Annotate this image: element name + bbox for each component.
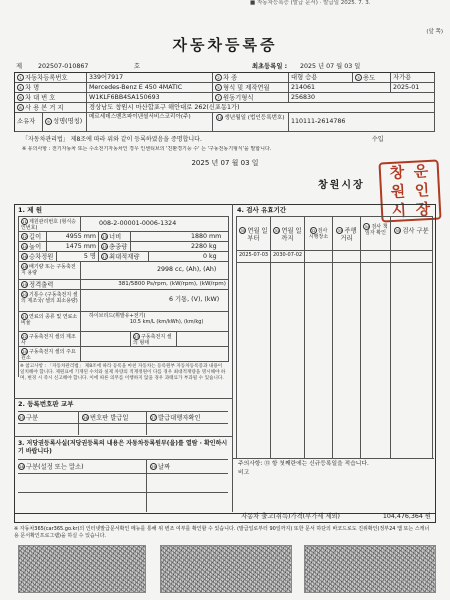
corp-no-value: 110111-2614786 <box>291 118 346 125</box>
inspection-col-distance: 주행 거리 <box>340 227 357 243</box>
battery-main-label: 구동축전지 셀의 주요 원소 <box>21 349 76 361</box>
load-label: 최대적재량 <box>109 253 140 261</box>
length-label: 길이 <box>29 233 42 241</box>
specs-section-title: 1. 제 원 <box>18 206 43 214</box>
first-reg-label: 최초등록일 : <box>252 63 288 70</box>
base-value: 경상남도 창원시 마산합포구 해안대로 262(신포동1가) <box>89 104 240 111</box>
reference-notice: ※ 참고사항 : 「자동차관리법」 제8조에 따라 등록을 마친 자동차는 등록원부 자동차등록증과 내용이 일치해야 합니다. 제원표에 기재된 수치와 실제 차량의 적재정원이 다를 경우 최대적재량을 명시해야 하며, 변경 시 즉시 신고해야 합니다. 이에 따른 의무를 이행하지 않을 경우 과태료가 부과될 수 있습니다. <box>20 364 226 381</box>
inspection-col-from: 연월 일부터 <box>247 227 268 243</box>
height-value: 1475 mm <box>65 243 96 250</box>
issue-date: 2025 년 07 월 03 일 <box>191 159 259 167</box>
inspection-col-place: 검사 시행장소 <box>308 228 329 240</box>
inspection-footnote: 주의사항: ⑬ 항 첫째란에는 신규등록일을 적습니다. <box>238 461 369 467</box>
inspection-col-kind: 검사 구분 <box>402 227 429 235</box>
reg-no-label: 자동차등록번호 <box>25 74 68 82</box>
document-title: 자동차등록증 <box>172 36 278 54</box>
fuel-label: 연료의 종류 및 연료소비율 <box>21 314 78 326</box>
height-label: 높이 <box>29 243 42 251</box>
vin-label: 차 대 번 호 <box>25 94 56 102</box>
disp-unit: cc, (Ah), (Ah) <box>175 266 217 273</box>
disp-value: 2998 <box>156 266 173 273</box>
gross-value: 2280 <box>190 243 207 250</box>
top-header-text: ■ 자동차등록증 (발급 문서) · 발급일 2025. 7. 3. <box>250 0 371 6</box>
length-value: 4955 mm <box>65 233 96 240</box>
corp-label: 생년월일 (법인등록번호) <box>224 115 285 121</box>
form-year-label: 형식 및 제작연월 <box>223 84 270 92</box>
car-type-label: 차 종 <box>223 74 238 82</box>
cyl-label: 기통수 (구동축전지 셀의 제조국/ 셀의 최소용량) <box>21 292 78 304</box>
power-value: 381/5800 <box>118 281 145 287</box>
remark-label: 비고 <box>238 470 250 476</box>
no-label: 제 <box>16 63 23 70</box>
disp-label: 배기량 또는 구동축전지 용량 <box>21 264 76 276</box>
seats-unit: 명 <box>89 253 96 260</box>
form-ym-value: 2025-01 <box>393 84 420 91</box>
seats-label: 승차정원 <box>29 253 54 261</box>
security-barcode-2 <box>160 545 292 593</box>
battery-form-label: 구동축전지 셀의 형태 <box>133 334 172 346</box>
inspection-col-to: 연월 일까지 <box>281 227 302 243</box>
engine-value: 256830 <box>291 94 316 101</box>
inspection-table: 30 연월 일부터 31 연월 일까지 32 검사 시행장소 33 주행 거리 34 검사 책임자 확인 35 검사 구분 2025-07-03 2030-07-02 <box>236 216 433 459</box>
registration-table: 1 자동차등록번호 339어7917 2 차 종 대형 승용 3 용도 자가용 4 차 명 Mercedes-Benz E 450 4MATIC 5 형식 및 제작연월 214061 2025-01 6 차 대 번 호 W1KLF6BB4SA150693 7 원동기형식 256830 8 사 용 본 거 지 경상남도 창원시 마산합포구 해안대로 262(신포동1가) 소유자 9 성명(명칭) 메르세데스벤츠파이낸셜서비스코리아(주) 10 생년월일 (법인등록번호) 110111-2614786 <box>14 72 435 132</box>
inspection-section-title: 4. 검사 유효기간 <box>237 206 287 214</box>
cyl-value: 6 <box>168 296 173 303</box>
model-name-label: 차 명 <box>25 84 40 92</box>
car-type-value: 대형 승용 <box>291 74 318 81</box>
approval-value: 008-2-00001-0006-1324 <box>99 220 177 227</box>
tax-value: 104,476,364 원 <box>382 513 431 520</box>
owner-label: 소유자 <box>17 118 36 125</box>
fuel-value: 하이브리드(휘발유+전기) <box>89 313 146 319</box>
inspection-to-value: 2030-07-02 <box>273 252 303 258</box>
mortgage-section-title: 3. 저당권등록사실(저당권등록의 내용은 자동차등록원부(을)를 열람 · 확인하시기 바랍니다) <box>18 440 228 455</box>
approval-label: 제원관리번호 (형식승인번호) <box>21 219 77 231</box>
reg-no-value: 339어7917 <box>89 74 124 81</box>
use-value: 자가용 <box>393 74 412 81</box>
specs-table: 11 제원관리번호 (형식승인번호) 008-2-00001-0006-1324 12 길이 4955 mm 13 너비 1880 mm 14 높이 1475 mm 15 총중량 2280 kg 16 승차정원 5 명 17 최대적재량 0 kg 18 배기량 또는 구동축전지 용량 2998 cc, (Ah), (Ah) 19 정격출력 381/5800 Ps/rpm, (kW/rpm), (kW/rpm) 20 기통수 (구동축전지 셀의 제조국/ 셀의 최소용량) 6 기통, (V), (kW) 21 연료의 종류 및 연료소비율 하이브리드(휘발유+전기) 10.5 km/L (km/kWh), (km/kg) 22 구동축전지 셀의 제조사 23 구동축전지 셀의 형태 24 구동축전지 셀의 주요 원소 <box>18 216 229 377</box>
security-barcode-1 <box>18 545 146 593</box>
engine-label: 원동기형식 <box>223 94 254 102</box>
plate-kind-label: 25 구분 <box>19 414 39 422</box>
law-statement: 「자동차관리법」 제8조에 따라 위와 같이 등록하였음을 증명합니다. <box>22 136 202 143</box>
official-seal: 창 운 원 인 시 장 <box>378 159 441 222</box>
power-unit: Ps/rpm, (kW/rpm), (kW/rpm) <box>146 281 226 287</box>
issuer-name: 창원시장 <box>318 180 365 191</box>
doc-number-row <box>14 63 434 72</box>
caution-note: ※ 유의사항 : 전기자동차 또는 수소전기자동차인 경우 인센티브의 '친환경기능 수' 는 '구동전동기형식'을 말합니다. <box>22 146 272 152</box>
verification-footer: ※ 자동차365(car365.go.kr)의 인터넷발급문서확인 메뉴를 통해 위 변조 여부를 확인할 수 있습니다. (발급일로부터 90일까지) 또한 문서 하단의 바코드로도 진위확인(정부24 앱 또는 스캐너용 문서확인프로그램)을 하실 수 있습니다. <box>14 526 430 539</box>
seats-value: 5 <box>83 253 88 260</box>
form-no-value: 214061 <box>291 84 316 91</box>
model-name-value: Mercedes-Benz E 450 4MATIC <box>89 84 183 91</box>
fuel-rate-value: 10.5 <box>129 319 141 325</box>
vin-value: W1KLF6BB4SA150693 <box>89 94 160 101</box>
cyl-unit: 기통, (V), (kW) <box>175 296 220 303</box>
first-reg-date: 2025 년 07 월 03 일 <box>300 63 361 70</box>
load-unit: kg <box>209 253 217 260</box>
battery-maker-label: 구동축전지 셀의 제조사 <box>21 334 76 346</box>
use-label: 용도 <box>363 74 376 82</box>
plate-agent-label: 27 발급대행자확인 <box>151 414 201 422</box>
name-label: 성명(명칭) <box>53 118 83 125</box>
mortgage-date-label: 29 날짜 <box>151 463 171 471</box>
gross-label: 총중량 <box>109 243 128 251</box>
tax-row <box>14 512 436 523</box>
base-label: 사 용 본 거 지 <box>25 104 64 112</box>
doc-number: 202507-010867 <box>38 63 89 70</box>
tax-label: 자동차 출고(취득)가격(부가세 제외) <box>241 513 340 520</box>
fuel-unit: km/L (km/kWh), (km/kg) <box>142 319 204 325</box>
inspection-from-value: 2025-07-03 <box>239 252 269 258</box>
import-label: 수입 <box>372 136 384 143</box>
width-label: 너비 <box>109 233 122 241</box>
mortgage-kind-label: 28 구분(설정 또는 말소) <box>19 463 84 471</box>
plate-section-title: 2. 등록번호판 교부 <box>18 400 74 408</box>
load-value: 0 <box>202 253 207 260</box>
plate-date-label: 26 번호판 발급일 <box>83 414 129 422</box>
owner-name-value: 메르세데스벤츠파이낸셜서비스코리아(주) <box>89 114 191 120</box>
security-barcode-3 <box>304 545 436 593</box>
ho-label: 호 <box>134 63 141 70</box>
inspection-col-inspector: 검사 책임자 확인 <box>365 224 388 236</box>
width-unit: mm <box>209 233 222 240</box>
power-label: 정격출력 <box>29 281 54 289</box>
page-side-label: (앞 쪽) <box>426 29 443 35</box>
width-value: 1880 <box>190 233 207 240</box>
gross-unit: kg <box>209 243 217 250</box>
